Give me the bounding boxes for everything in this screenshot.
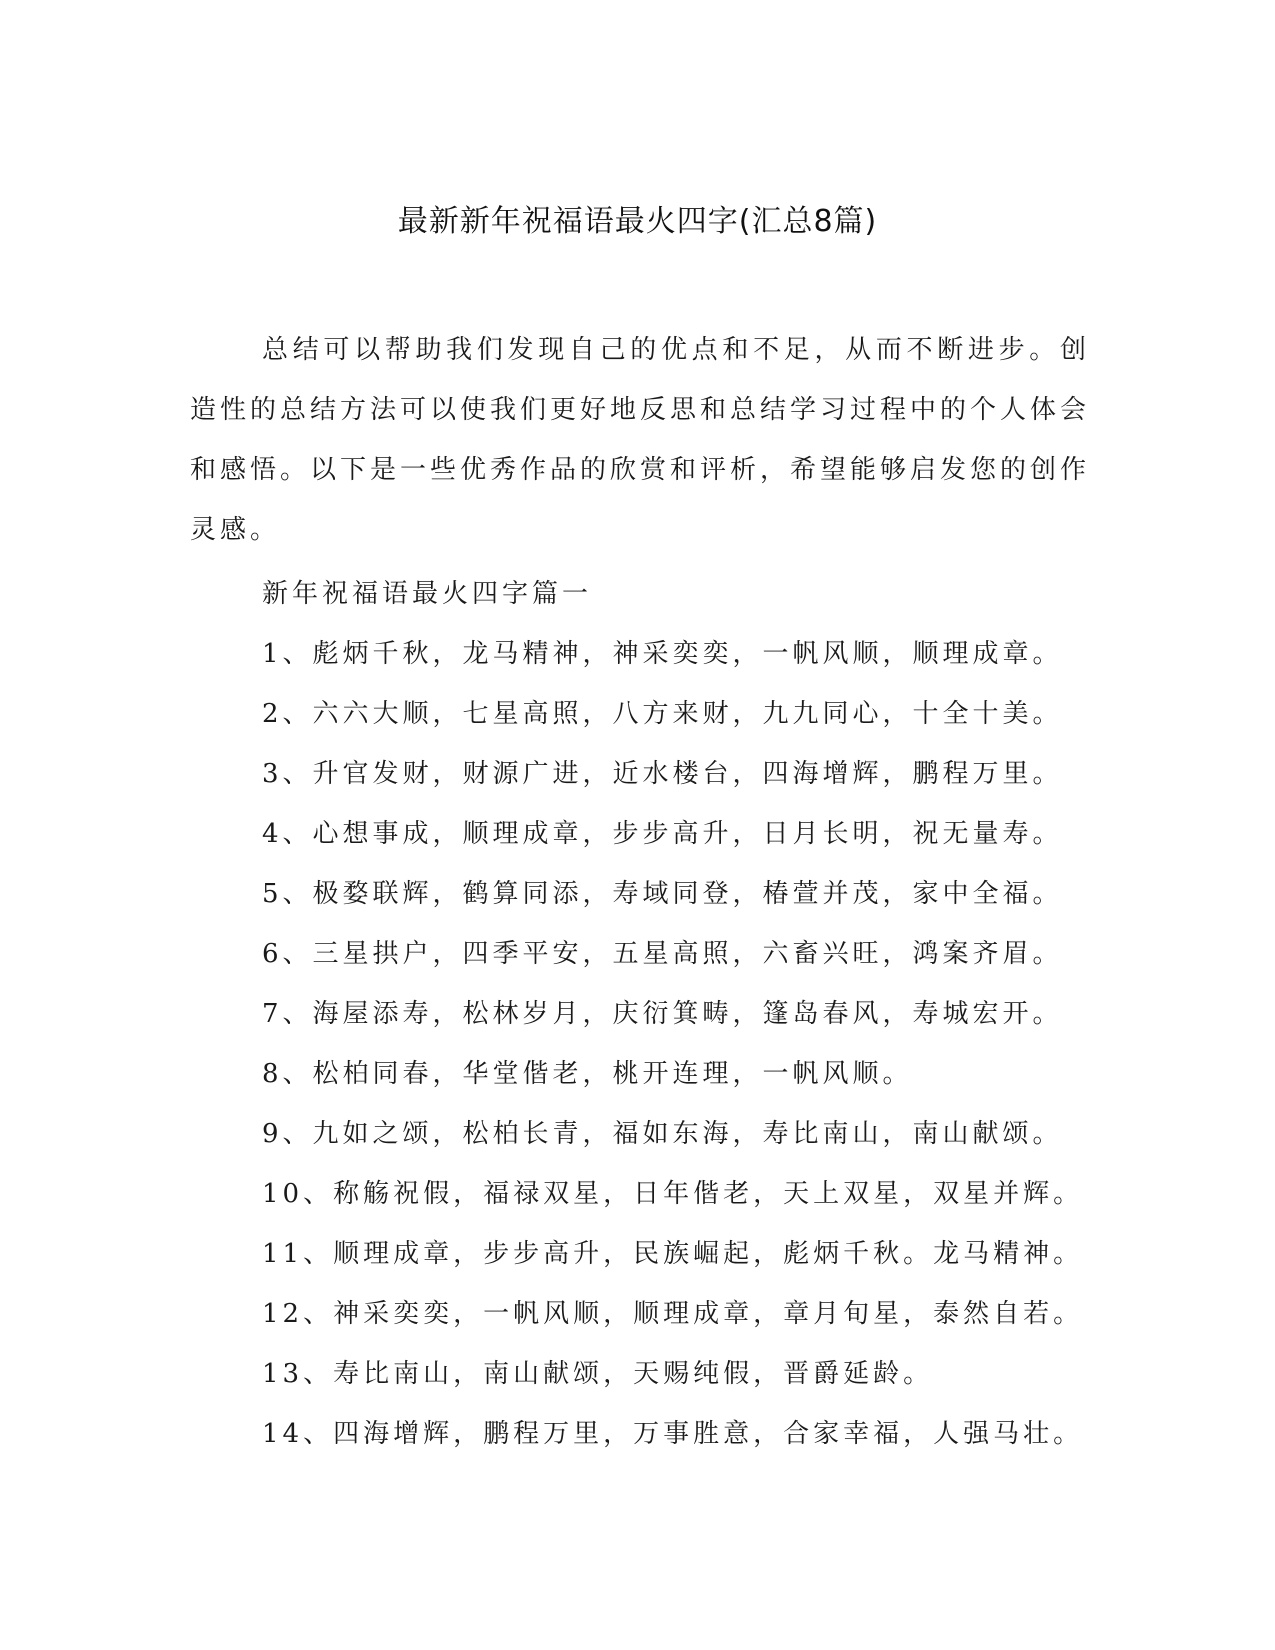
list-item: 14、四海增辉，鹏程万里，万事胜意，合家幸福，人强马壮。 bbox=[262, 1419, 1084, 1449]
section-heading: 新年祝福语最火四字篇一 bbox=[262, 579, 593, 609]
document-title: 最新新年祝福语最火四字(汇总8篇) bbox=[397, 204, 878, 239]
list-item: 9、九如之颂，松柏长青，福如东海，寿比南山，南山献颂。 bbox=[262, 1119, 1063, 1149]
list-item: 13、寿比南山，南山献颂，天赐纯假，晋爵延龄。 bbox=[262, 1359, 934, 1389]
list-item: 11、顺理成章，步步高升，民族崛起，彪炳千秋。龙马精神。 bbox=[262, 1239, 1084, 1269]
list-item: 8、松柏同春，华堂偕老，桃开连理，一帆风顺。 bbox=[262, 1059, 913, 1089]
list-item: 12、神采奕奕，一帆风顺，顺理成章，章月旬星，泰然自若。 bbox=[262, 1299, 1084, 1329]
section-one bbox=[262, 564, 1102, 1464]
wish-list bbox=[262, 624, 1102, 1464]
list-item: 3、升官发财，财源广进，近水楼台，四海增辉，鹏程万里。 bbox=[262, 759, 1063, 789]
list-item: 6、三星拱户，四季平安，五星高照，六畜兴旺，鸿案齐眉。 bbox=[262, 939, 1063, 969]
list-item: 10、称觞祝假，福禄双星，日年偕老，天上双星，双星并辉。 bbox=[262, 1179, 1084, 1209]
list-item: 1、彪炳千秋，龙马精神，神采奕奕，一帆风顺，顺理成章。 bbox=[262, 639, 1063, 669]
list-item: 7、海屋添寿，松林岁月，庆衍箕畴，篷岛春风，寿城宏开。 bbox=[262, 999, 1063, 1029]
list-item: 4、心想事成，顺理成章，步步高升，日月长明，祝无量寿。 bbox=[262, 819, 1063, 849]
list-item: 2、六六大顺，七星高照，八方来财，九九同心，十全十美。 bbox=[262, 699, 1063, 729]
list-item: 5、极婺联辉，鹤算同添，寿域同登，椿萱并茂，家中全福。 bbox=[262, 879, 1063, 909]
intro-paragraph: 总结可以帮助我们发现自己的优点和不足，从而不断进步。创造性的总结方法可以使我们更好地反思和总结学习过程中的个人体会和感悟。以下是一些优秀作品的欣赏和评析，希望能够启发您的创作灵感。 bbox=[190, 335, 1091, 545]
